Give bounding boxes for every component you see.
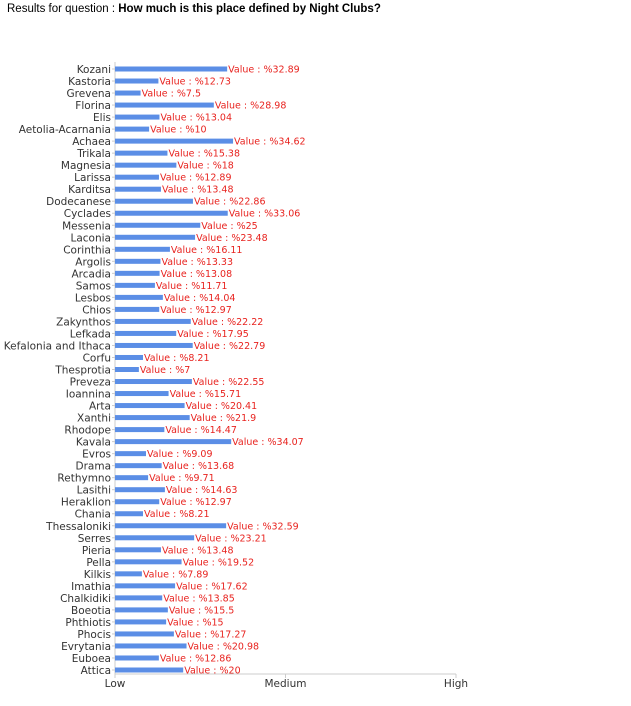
category-label: Evros (82, 448, 111, 461)
bar (115, 523, 226, 528)
bar (115, 199, 193, 204)
value-label: Value : %20 (184, 665, 241, 677)
value-label: Value : %17.27 (174, 629, 247, 641)
category-label: Kastoria (68, 76, 111, 89)
category-label: Zakynthos (56, 316, 111, 329)
bar (115, 535, 194, 540)
bar (115, 559, 182, 564)
bar (115, 103, 214, 108)
category-label: Florina (75, 100, 111, 113)
bar (115, 547, 161, 552)
bar (115, 511, 143, 516)
category-label: Pieria (81, 544, 111, 557)
value-label: Value : %7.89 (142, 569, 209, 581)
value-label: Value : %32.89 (228, 64, 300, 76)
value-label: Value : %12.89 (159, 172, 232, 184)
category-label: Thesprotia (55, 364, 111, 377)
value-label: Value : %12.97 (160, 497, 232, 509)
category-label: Cyclades (63, 208, 111, 221)
category-label: Samos (75, 280, 111, 293)
category-label: Chania (74, 508, 111, 521)
bar (115, 631, 174, 636)
value-label: Value : %20.41 (185, 401, 258, 413)
x-tick-label: Low (104, 678, 126, 690)
category-label: Aetolia-Acarnania (18, 124, 111, 137)
category-label: Rethymno (57, 472, 111, 485)
bar (115, 139, 233, 144)
value-label: Value : %14.47 (165, 425, 237, 437)
category-label: Chalkidiki (60, 592, 111, 605)
category-label: Euboea (71, 652, 111, 665)
value-label: Value : %13.33 (161, 256, 234, 268)
value-label: Value : %12.86 (159, 653, 232, 665)
x-tick-label: High (443, 678, 469, 690)
bar (115, 391, 169, 396)
bar (115, 583, 175, 588)
category-label: Dodecanese (46, 196, 111, 209)
category-label: Elis (93, 112, 111, 125)
bar (115, 571, 142, 576)
value-label: Value : %8.21 (143, 509, 210, 521)
value-label: Value : %13.48 (161, 184, 234, 196)
category-label: Laconia (70, 232, 111, 245)
bar (115, 415, 190, 420)
bar (115, 223, 200, 228)
category-label: Pella (86, 556, 111, 569)
category-label: Kavala (75, 436, 111, 449)
category-label: Messenia (62, 220, 111, 233)
bar (115, 403, 185, 408)
value-label: Value : %15.71 (169, 389, 242, 401)
category-label: Argolis (75, 256, 111, 269)
bar (115, 499, 159, 504)
category-label: Magnesia (60, 160, 111, 173)
value-label: Value : %15.38 (168, 148, 241, 160)
value-label: Value : %13.08 (160, 268, 233, 280)
bar (115, 187, 161, 192)
bar (115, 439, 231, 444)
results-prefix: Results for question : (7, 3, 119, 15)
category-label: Lasithi (76, 484, 111, 497)
value-label: Value : %16.11 (170, 244, 243, 256)
bar (115, 595, 162, 600)
value-label: Value : %15 (167, 617, 224, 629)
category-label: Imathia (71, 580, 111, 593)
category-label: Kefalonia and Ithaca (3, 340, 111, 353)
x-tick-label: Medium (264, 678, 307, 690)
value-label: Value : %34.62 (234, 136, 306, 148)
bar (115, 211, 228, 216)
value-label: Value : %8.21 (143, 352, 210, 364)
bar (115, 115, 159, 120)
value-label: Value : %9.09 (146, 449, 213, 461)
value-label: Value : %22.79 (193, 340, 266, 352)
category-label: Lefkada (69, 328, 111, 341)
bar (115, 235, 195, 240)
value-label: Value : %9.71 (149, 473, 215, 485)
value-label: Value : %19.52 (182, 557, 255, 569)
category-label: Rhodope (64, 424, 111, 437)
value-label: Value : %22.86 (193, 196, 266, 208)
value-label: Value : %23.21 (195, 533, 267, 545)
bar (115, 295, 163, 300)
bar (115, 175, 159, 180)
category-label: Arcadia (71, 268, 111, 281)
bar (115, 67, 227, 72)
bar (115, 655, 159, 660)
category-label: Xanthi (77, 412, 111, 425)
bar (115, 607, 168, 612)
bar (115, 163, 176, 168)
bar (115, 619, 166, 624)
bar (115, 668, 183, 673)
category-label: Larissa (74, 172, 111, 185)
value-label: Value : %17.95 (177, 328, 249, 340)
value-label: Value : %23.48 (196, 232, 268, 244)
value-label: Value : %34.07 (232, 437, 304, 449)
value-label: Value : %13.85 (163, 593, 235, 605)
category-label: Serres (77, 532, 111, 545)
value-label: Value : %33.06 (228, 208, 301, 220)
category-label: Boeotia (71, 604, 111, 617)
category-label: Kilkis (83, 568, 111, 581)
category-label: Drama (75, 460, 111, 473)
bar (115, 247, 170, 252)
value-label: Value : %7 (139, 365, 191, 376)
bar (115, 379, 192, 384)
question-text: How much is this place defined by Night Clubs? (118, 3, 381, 15)
category-label: Karditsa (68, 184, 111, 197)
category-label: Thessaloniki (46, 520, 111, 533)
category-label: Lesbos (74, 292, 111, 305)
value-label: Value : %10 (150, 124, 207, 136)
value-label: Value : %7.5 (141, 88, 202, 100)
value-label: Value : %15.5 (168, 605, 235, 617)
value-label: Value : %22.22 (191, 316, 264, 328)
bar (115, 79, 158, 84)
category-label: Trikala (77, 148, 111, 161)
category-label: Heraklion (60, 496, 111, 509)
bar (115, 367, 139, 372)
category-label: Attica (80, 665, 111, 677)
value-label: Value : %20.98 (187, 641, 260, 653)
value-label: Value : %22.55 (192, 377, 265, 389)
bar (115, 427, 164, 432)
value-label: Value : %13.68 (162, 461, 235, 473)
value-label: Value : %11.71 (155, 280, 228, 292)
value-label: Value : %17.62 (176, 581, 248, 593)
value-label: Value : %21.9 (190, 413, 257, 425)
bar (115, 451, 146, 456)
bar (115, 331, 176, 336)
category-label: Arta (88, 400, 111, 413)
category-label: Grevena (66, 88, 111, 101)
value-label: Value : %14.04 (163, 292, 236, 304)
category-label: Chios (82, 304, 111, 317)
bar (115, 91, 141, 96)
category-label: Ioannina (65, 388, 111, 401)
category-label: Corinthia (63, 244, 111, 257)
value-label: Value : %12.73 (159, 76, 231, 88)
value-label: Value : %12.97 (160, 304, 232, 316)
bar (115, 643, 187, 648)
bar (115, 307, 159, 312)
value-label: Value : %13.48 (161, 545, 234, 557)
value-label: Value : %18 (177, 160, 234, 172)
bar (115, 475, 148, 480)
bar (115, 463, 162, 468)
bar (115, 271, 160, 276)
bar (115, 355, 143, 360)
value-label: Value : %13.04 (160, 112, 233, 124)
category-label: Phthiotis (65, 616, 111, 629)
value-label: Value : %28.98 (214, 100, 287, 112)
category-label: Evrytania (61, 640, 111, 653)
category-label: Phocis (77, 628, 111, 641)
category-label: Corfu (82, 352, 111, 365)
bar (115, 343, 193, 348)
category-label: Preveza (69, 376, 111, 389)
value-label: Value : %32.59 (227, 521, 299, 533)
bar (115, 283, 155, 288)
bar (115, 319, 191, 324)
bar (115, 151, 167, 156)
bar (115, 127, 149, 132)
category-label: Kozani (76, 64, 111, 76)
value-label: Value : %25 (201, 220, 258, 232)
bar (115, 259, 160, 264)
value-label: Value : %14.63 (165, 485, 238, 497)
category-label: Achaea (72, 136, 111, 149)
bar (115, 487, 165, 492)
